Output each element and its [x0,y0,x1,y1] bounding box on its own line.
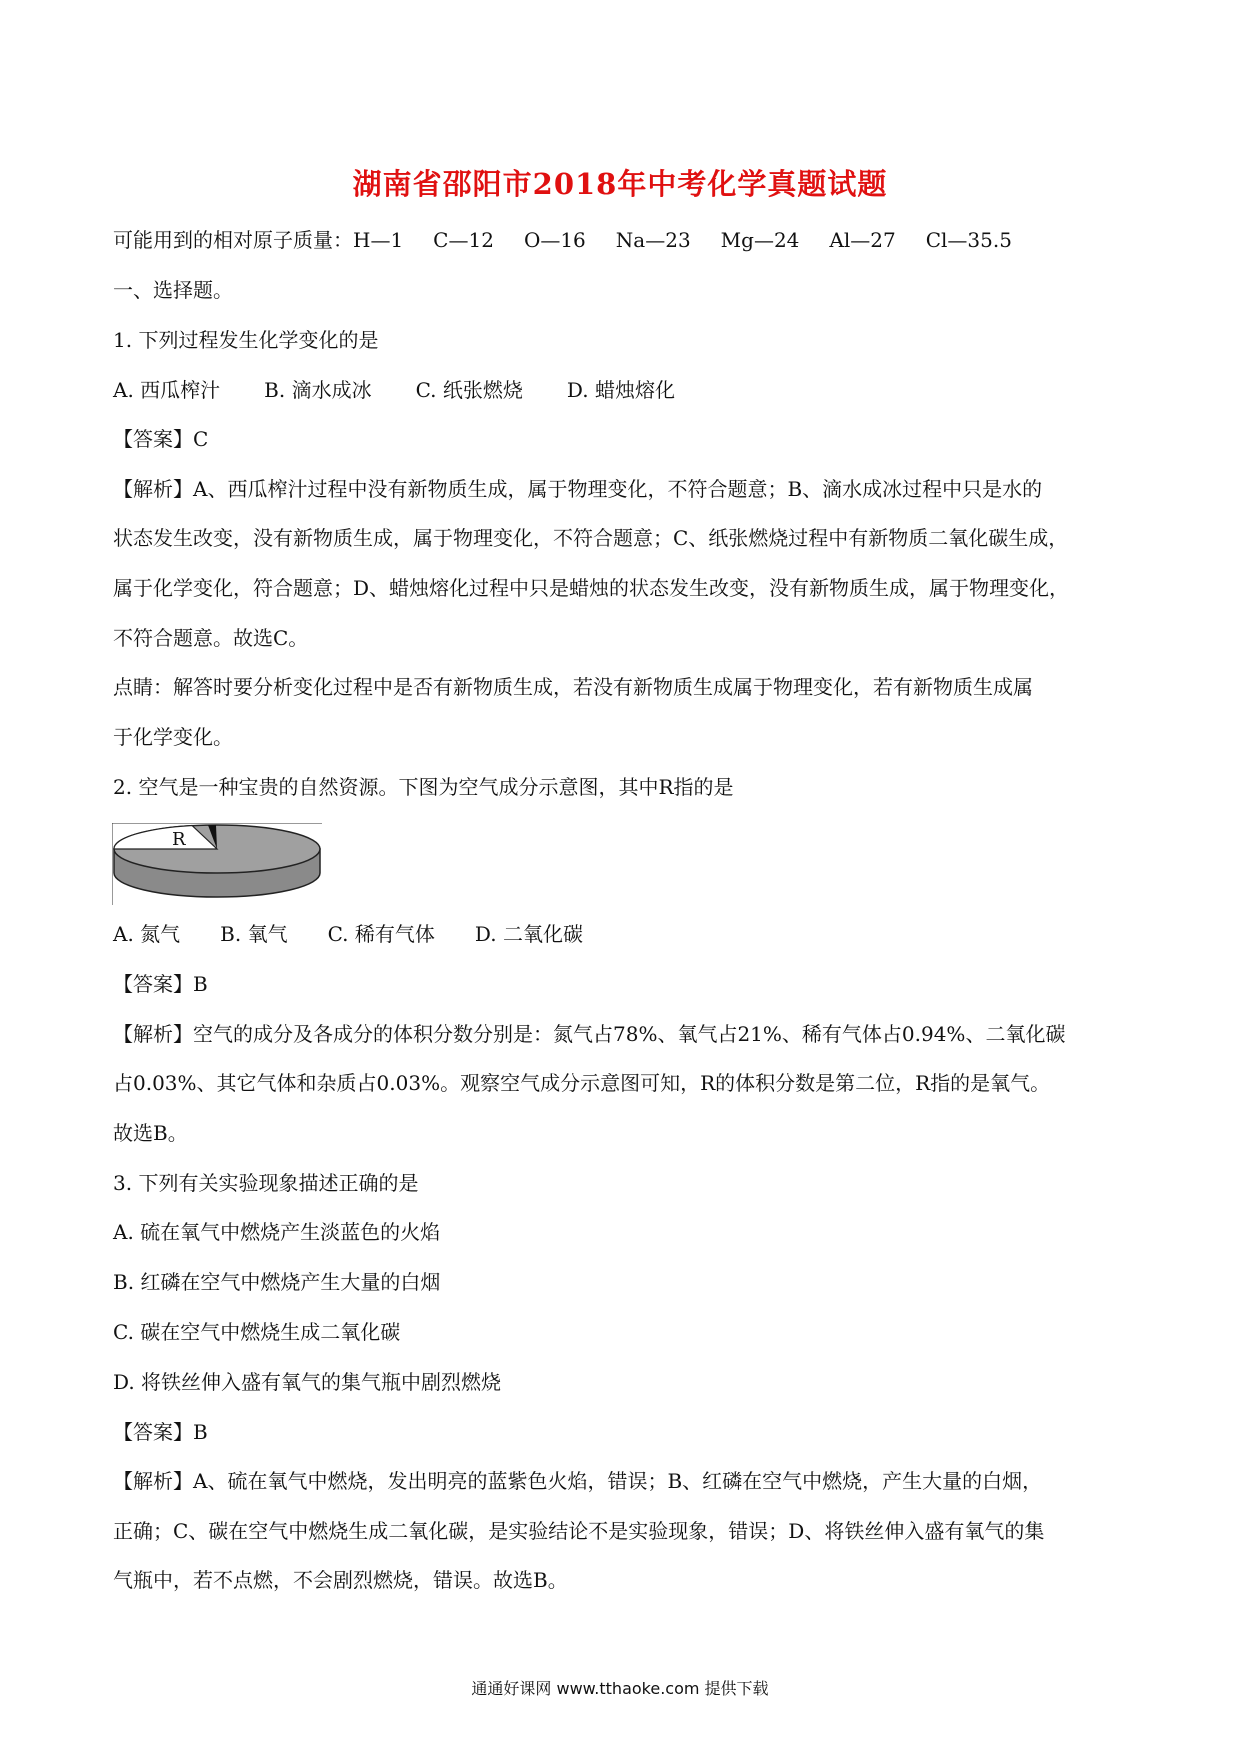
q3-option-c: C. 碳在空气中燃烧生成二氧化碳 [113,1320,401,1344]
q1-options [113,376,719,404]
q1-option-c: C. 纸张燃烧 [415,378,523,402]
q2-options [113,920,623,948]
q2-analysis-line: 故选B。 [113,1121,188,1145]
q3-option-d: D. 将铁丝伸入盛有氧气的集气瓶中剧烈燃烧 [113,1370,502,1394]
q1-option-b: B. 滴水成冰 [264,378,372,402]
q1-note-line: 于化学变化。 [113,725,233,749]
q3-analysis-line: 【解析】A、硫在氧气中燃烧，发出明亮的蓝紫色火焰，错误；B、红磷在空气中燃烧，产生大量的白烟， [113,1469,1043,1493]
q1-note-line: 点睛：解答时要分析变化过程中是否有新物质生成，若没有新物质生成属于物理变化，若有新物质生成属 [113,675,1033,699]
footer-credit: 通通好课网 www.tthaoke.com 提供下载 [471,1679,769,1698]
pie-label-r: R [172,829,186,850]
q2-analysis-line: 【解析】空气的成分及各成分的体积分数分别是：氮气占78%、氧气占21%、稀有气体占0.94%、二氧化碳 [113,1022,1066,1046]
q2-option-b: B. 氧气 [220,922,288,946]
atomic-mass: Cl—35.5 [925,228,1012,252]
q3-option-b: B. 红磷在空气中燃烧产生大量的白烟 [113,1270,441,1294]
air-composition-pie-figure [112,823,322,905]
q1-option-d: D. 蜡烛熔化 [566,378,675,402]
atomic-mass: Al—27 [829,228,896,252]
atomic-masses-label: 可能用到的相对原子质量： [113,228,353,252]
q3-analysis-line: 正确；C、碳在空气中燃烧生成二氧化碳，是实验结论不是实验现象，错误；D、将铁丝伸入盛有氧气的集 [113,1519,1045,1543]
q3-option-a: A. 硫在氧气中燃烧产生淡蓝色的火焰 [113,1220,441,1244]
q1-analysis-line: 不符合题意。故选C。 [113,626,309,650]
atomic-mass: H—1 [353,228,404,252]
q2-analysis-line: 占0.03%、其它气体和杂质占0.03%。观察空气成分示意图可知，R的体积分数是第二位，R指的是氧气。 [113,1071,1051,1095]
q2-stem: 2. 空气是一种宝贵的自然资源。下图为空气成分示意图，其中R指的是 [113,775,734,799]
section-title: 一、选择题。 [113,278,233,302]
q1-answer: 【答案】C [113,427,209,451]
q3-stem: 3. 下列有关实验现象描述正确的是 [113,1171,419,1195]
atomic-masses [113,226,1012,254]
atomic-mass: Na—23 [615,228,691,252]
q2-option-a: A. 氮气 [113,922,181,946]
q2-option-d: D. 二氧化碳 [474,922,583,946]
q2-option-c: C. 稀有气体 [327,922,435,946]
q2-answer: 【答案】B [113,972,208,996]
q1-stem: 1. 下列过程发生化学变化的是 [113,328,379,352]
atomic-mass: C—12 [433,228,494,252]
q3-answer: 【答案】B [113,1420,208,1444]
q1-analysis-line: 【解析】A、西瓜榨汁过程中没有新物质生成，属于物理变化，不符合题意；B、滴水成冰过程中只是水的 [113,477,1043,501]
q3-analysis-line: 气瓶中，若不点燃，不会剧烈燃烧，错误。故选B。 [113,1568,568,1592]
q1-option-a: A. 西瓜榨汁 [113,378,221,402]
atomic-mass: O—16 [523,228,586,252]
page-title: 湖南省邵阳市2018年中考化学真题试题 [352,167,888,201]
q1-analysis-line: 状态发生改变，没有新物质生成，属于物理变化，不符合题意；C、纸张燃烧过程中有新物质二氧化碳生成， [113,526,1069,550]
atomic-mass: Mg—24 [720,228,800,252]
q1-analysis-line: 属于化学变化，符合题意；D、蜡烛熔化过程中只是蜡烛的状态发生改变，没有新物质生成，属于物理变化， [113,576,1070,600]
